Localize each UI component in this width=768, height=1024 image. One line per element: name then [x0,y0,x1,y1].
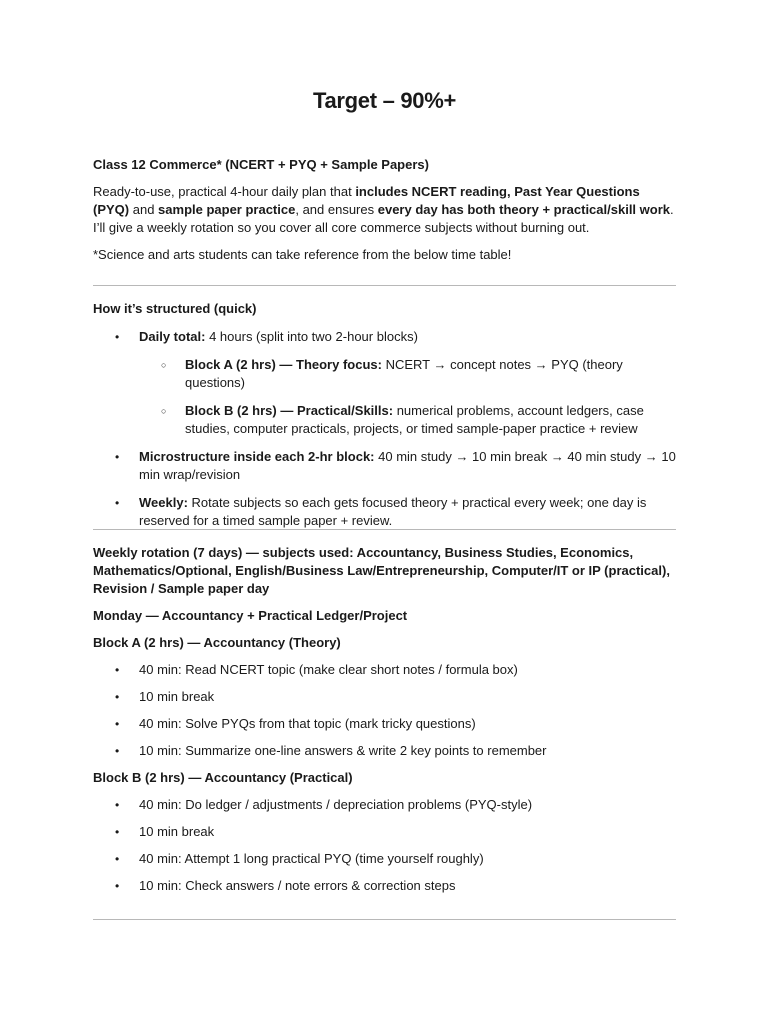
list-item: • 40 min: Attempt 1 long practical PYQ (time yourself roughly) [93,850,676,868]
divider-3 [93,919,676,920]
intro-text-4: . I’ll give a weekly rotation so you cover all core commerce subjects without burning out. [93,202,674,235]
rotation-section [93,544,676,895]
list-item-block-a [93,356,676,392]
intro-paragraph [93,183,676,237]
intro-section [93,156,676,264]
list-item: • 10 min break [93,688,676,706]
list-item-weekly [93,494,676,530]
structure-heading: How it’s structured (quick) [93,301,257,316]
intro-note: *Science and arts students can take reference from the below time table! [93,247,512,262]
list-item: • 40 min: Read NCERT topic (make clear short notes / formula box) [93,661,676,679]
weekly-label: Weekly: [139,495,188,510]
weekly-text: Rotate subjects so each gets focused theory + practical every week; one day is reserved for a timed sample paper + review. [139,495,647,528]
intro-bold-3: every day has both theory + practical/skill work [377,202,670,217]
intro-heading: Class 12 Commerce* (NCERT + PYQ + Sample Papers) [93,157,429,172]
block-b-heading: Block B (2 hrs) — Accountancy (Practical) [93,770,353,785]
block-a-label: Block A (2 hrs) — Theory focus: [185,357,382,372]
list-item-daily-total [93,328,676,346]
divider-1 [93,285,676,286]
block-b-text: numerical problems, account ledgers, case studies, computer practicals, projects, or timed sample-paper practice + review [185,403,644,436]
list-item: • 10 min: Check answers / note errors & correction steps [93,877,676,895]
block-a-list [93,661,676,760]
intro-bold-2: sample paper practice [158,202,296,217]
list-item: • 10 min break [93,823,676,841]
page-title: Target – 90%+ [312,88,457,113]
rotation-heading: Weekly rotation (7 days) — subjects used: Accountancy, Business Studies, Economics, Mathematics/Optional, English/Business Law/Entrepreneurship, Computer/IT or IP (practical), Revision / Sample paper day [93,545,670,596]
block-b-label: Block B (2 hrs) — Practical/Skills: [185,403,394,418]
block-a-heading: Block A (2 hrs) — Accountancy (Theory) [93,635,341,650]
intro-text-2: and [129,202,159,217]
divider-2 [93,529,676,530]
structure-section [93,300,676,530]
list-item: • 40 min: Do ledger / adjustments / depreciation problems (PYQ-style) [93,796,676,814]
list-item-block-b [93,402,676,438]
list-item-microstructure [93,448,676,484]
block-a-text: NCERT → concept notes → PYQ (theory questions) [185,357,623,390]
list-item: • 10 min: Summarize one-line answers & write 2 key points to remember [93,742,676,760]
daily-label: Daily total: [139,329,206,344]
block-b-list [93,796,676,895]
micro-text: 40 min study → 10 min break → 40 min study → 10 min wrap/revision [139,449,676,482]
micro-label: Microstructure inside each 2-hr block: [139,449,375,464]
structure-list [93,328,676,530]
monday-heading: Monday — Accountancy + Practical Ledger/Project [93,608,408,623]
intro-text-1: Ready-to-use, practical 4-hour daily plan that [93,184,356,199]
list-item: • 40 min: Solve PYQs from that topic (mark tricky questions) [93,715,676,733]
daily-text: 4 hours (split into two 2-hour blocks) [205,329,418,344]
intro-text-3: , and ensures [295,202,378,217]
intro-bold-1: includes NCERT reading, Past Year Questions (PYQ) [93,184,640,217]
